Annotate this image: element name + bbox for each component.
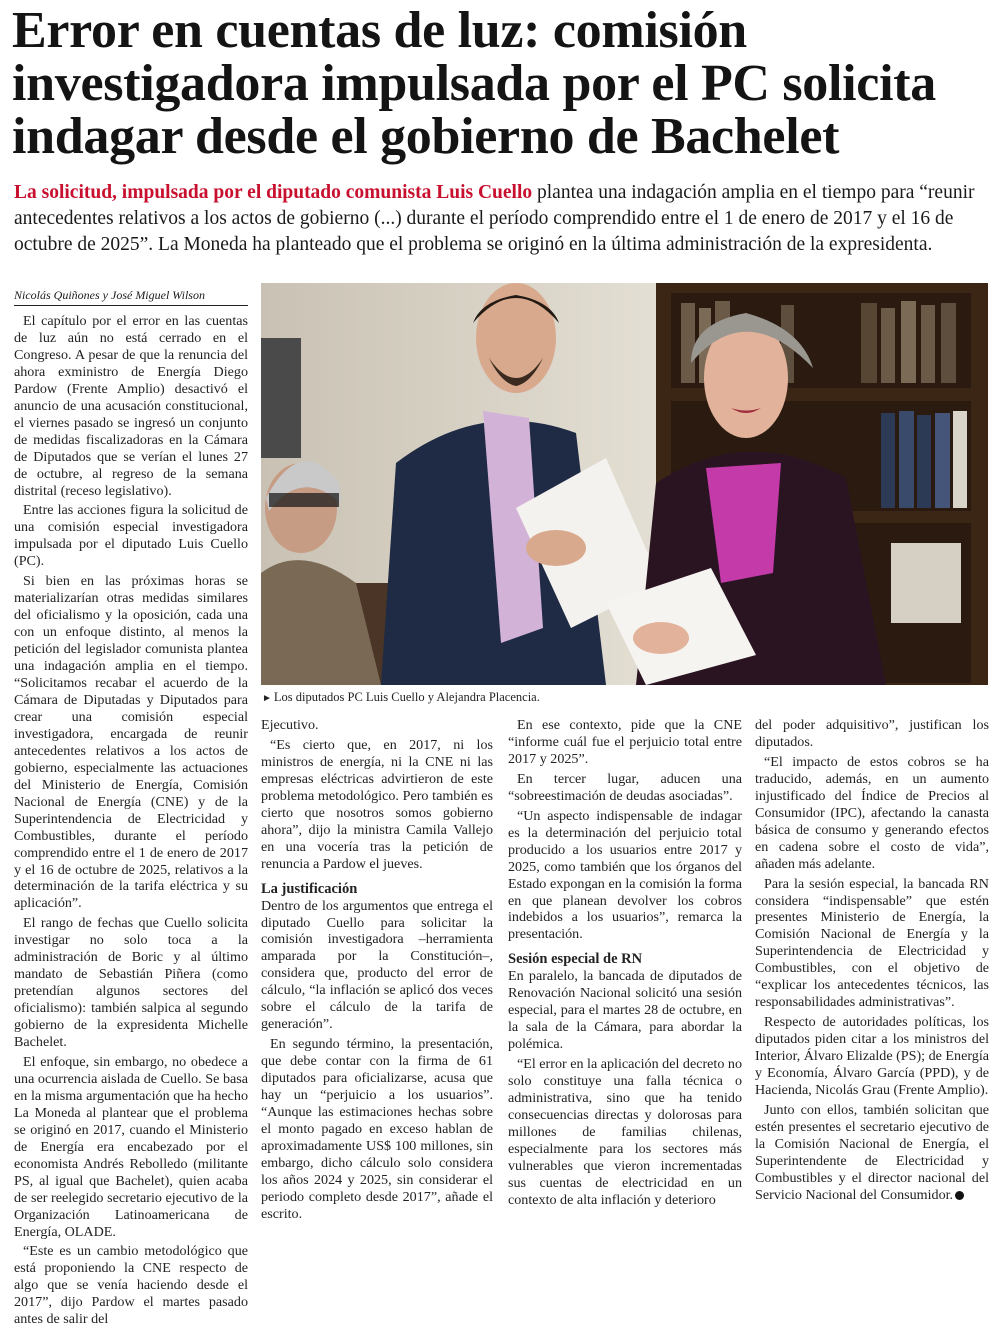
paragraph: “El error en la aplicación del decreto no solo constituye una falla técnica o administrativa, sino que ha tenido consecuencias directas y dolorosas para millones de familias chilenas, especialmente para los sectores más vulnerables que vieron incrementadas sus cuentas de electricidad en un contexto de alta inflación y deterioro <box>508 1056 742 1208</box>
caption-text: Los diputados PC Luis Cuello y Alejandra Placencia. <box>273 690 540 704</box>
paragraph <box>755 1102 989 1204</box>
paragraph: El rango de fechas que Cuello solicita investigar no solo toca a la administración de Boric y al último mandato de Sebastián Piñera (como pretendían algunos sectores del oficialismo): también salpica al segundo gobierno de la expresidenta Michelle Bachelet. <box>14 915 248 1051</box>
paragraph: Para la sesión especial, la bancada RN considera “indispensable” que estén presentes Ministerio de Energía, la Comisión Nacional de Energía y la Superintendencia de Electricidad y Combustibles, con el objetivo de “explicar los antecedentes técnicos, las responsabilidades administrativas”. <box>755 875 989 1011</box>
final-paragraph-text: Junto con ellos, también solicitan que estén presentes el secretario ejecutivo de la Comisión Nacional de Energía, el Superintendente de Electricidad y Combustibles y el director nacional del Servicio Nacional del Consumidor. <box>755 1101 989 1203</box>
lead-text: plantea una indagación amplia en el tiempo para “reunir antecedentes relativos a los actos de gobierno (...) durante el período comprendido entre el 1 de enero de 2017 y el 16 de octubre de 2025”. La Moneda ha planteado que el problema se originó en la última administración de la expresidenta. <box>14 182 975 255</box>
paragraph: “Este es un cambio metodológico que está proponiendo la CNE respecto de algo que se venía haciendo desde el 2017”, dijo Pardow el martes pasado antes de salir del <box>14 1243 248 1328</box>
paragraph: Ejecutivo. <box>261 717 319 733</box>
lead-highlight: La solicitud, impulsada por el diputado comunista Luis Cuello <box>14 182 533 203</box>
paragraph: “Un aspecto indispensable de indagar es la determinación del perjuicio total producido a los usuarios entre 2017 y 2025, como también que los órganos del Estado expongan en la comisión la forma en que planean devolver los cobros indebidos a los usuarios”, remarca la presentación. <box>508 807 742 943</box>
column-3 <box>508 717 742 1212</box>
column-1 <box>14 313 248 1331</box>
section-heading: Sesión especial de RN <box>508 951 643 968</box>
column-4 <box>755 717 989 1207</box>
end-mark-icon <box>955 1191 964 1200</box>
paragraph: En ese contexto, pide que la CNE “informe cuál fue el perjuicio total entre 2017 y 2025”. <box>508 717 742 767</box>
article-photo <box>261 283 988 685</box>
paragraph: Dentro de los argumentos que entrega el diputado Cuello para solicitar la comisión investigadora –herramienta amparada por la Constitución–, considera que, producto del error de cálculo, “la inflación se aplicó dos veces sobre el cálculo de la tarifa de generación”. <box>261 897 493 1033</box>
lead-paragraph <box>14 180 989 258</box>
paragraph: En paralelo, la bancada de diputados de Renovación Nacional solicitó una sesión especial, para el martes 28 de octubre, en la sala de la Cámara, para abordar la polémica. <box>508 968 742 1053</box>
section-heading: La justificación <box>261 880 358 897</box>
paragraph: El capítulo por el error en las cuentas de luz aún no está cerrado en el Congreso. A pesar de que la renuncia del ahora exministro de Energía Diego Pardow (Frente Amplio) desactivó el anuncio de una acusación constitucional, el viernes pasado se ingresó un conjunto de medidas fiscalizadoras en la Cámara de Diputados que se verían el lunes 27 de octubre, al regreso de la semana distrital (receso legislativo). <box>14 313 248 499</box>
paragraph: Respecto de autoridades políticas, los diputados piden citar a los ministros del Interior, Álvaro Elizalde (PS); de Energía y Economía, Álvaro García (PPD), y de Hacienda, Nicolás Grau (Frente Amplio). <box>755 1014 989 1099</box>
paragraph: “El impacto de estos cobros se ha traducido, además, en un aumento injustificado del Índice de Precios al Consumidor (IPC), afectando la canasta básica de consumo y generando efectos en cadena sobre el costo de vida”, añaden más adelante. <box>755 753 989 872</box>
paragraph: del poder adquisitivo”, justifican los diputados. <box>755 717 989 750</box>
paragraph: Si bien en las próximas horas se materializarían otras medidas similares del oficialismo y la oposición, cada una con un enfoque distinto, al menos la petición del legislador comunista plantea una indagación amplia en el tiempo. “Solicitamos recabar el acuerdo de la Cámara de Diputadas y Diputados para crear una comisión especial investigadora, encargada de reunir antecedentes relativos a los actos de gobierno, especialmente las actuaciones del Ministerio de Energía, Comisión Nacional de Energía (CNE) y de la Superintendencia de Electricidad y Combustibles, durante el período comprendido entre el 1 de enero de 2017 y el 16 de octubre de 2025, relativos a la determinación de la tarifa eléctrica y su aplicación”. <box>14 573 248 912</box>
paragraph: “Es cierto que, en 2017, ni los ministros de energía, ni la CNE ni las empresas eléctricas advirtieron de este problema metodológico. Pero también es cierto que nosotros somos gobierno ahora”, dijo la ministra Camila Vallejo en una vocería tras la petición de renuncia a Pardow el jueves. <box>261 736 493 872</box>
paragraph: Entre las acciones figura la solicitud de una comisión especial investigadora impulsada por el diputado Luis Cuello (PC). <box>14 502 248 570</box>
caption-marker: ► <box>262 693 272 704</box>
column-2 <box>261 717 493 1226</box>
paragraph: El enfoque, sin embargo, no obedece a una ocurrencia aislada de Cuello. Se basa en la misma argumentación que ha hecho La Moneda al plantear que el problema se originó en 2017, cuando el Ministerio de Energía era encabezado por el economista Andrés Rebolledo (militante PS, al igual que Bachelet), quien acaba de ser reelegido secretario ejecutivo de la Organización Latinoamericana de Energía, OLADE. <box>14 1053 248 1240</box>
byline: Nicolás Quiñones y José Miguel Wilson <box>14 287 248 306</box>
photo-caption <box>262 689 862 707</box>
paragraph: En tercer lugar, aducen una “sobreestimación de deudas asociadas”. <box>508 770 742 804</box>
headline: Error en cuentas de luz: comisión investigadora impulsada por el PC solicita indagar desde el gobierno de Bachelet <box>12 2 936 165</box>
paragraph: En segundo término, la presentación, que debe contar con la firma de 61 diputados para oficializarse, acusa que hay un “perjuicio a los usuarios”. “Aunque las estimaciones hechas sobre el monto pagado en exceso hablan de aproximadamente US$ 100 millones, sin embargo, dicho cálculo solo considera los años 2024 y 2025, sin considerar el periodo completo desde 2017”, añade el escrito. <box>261 1036 493 1222</box>
